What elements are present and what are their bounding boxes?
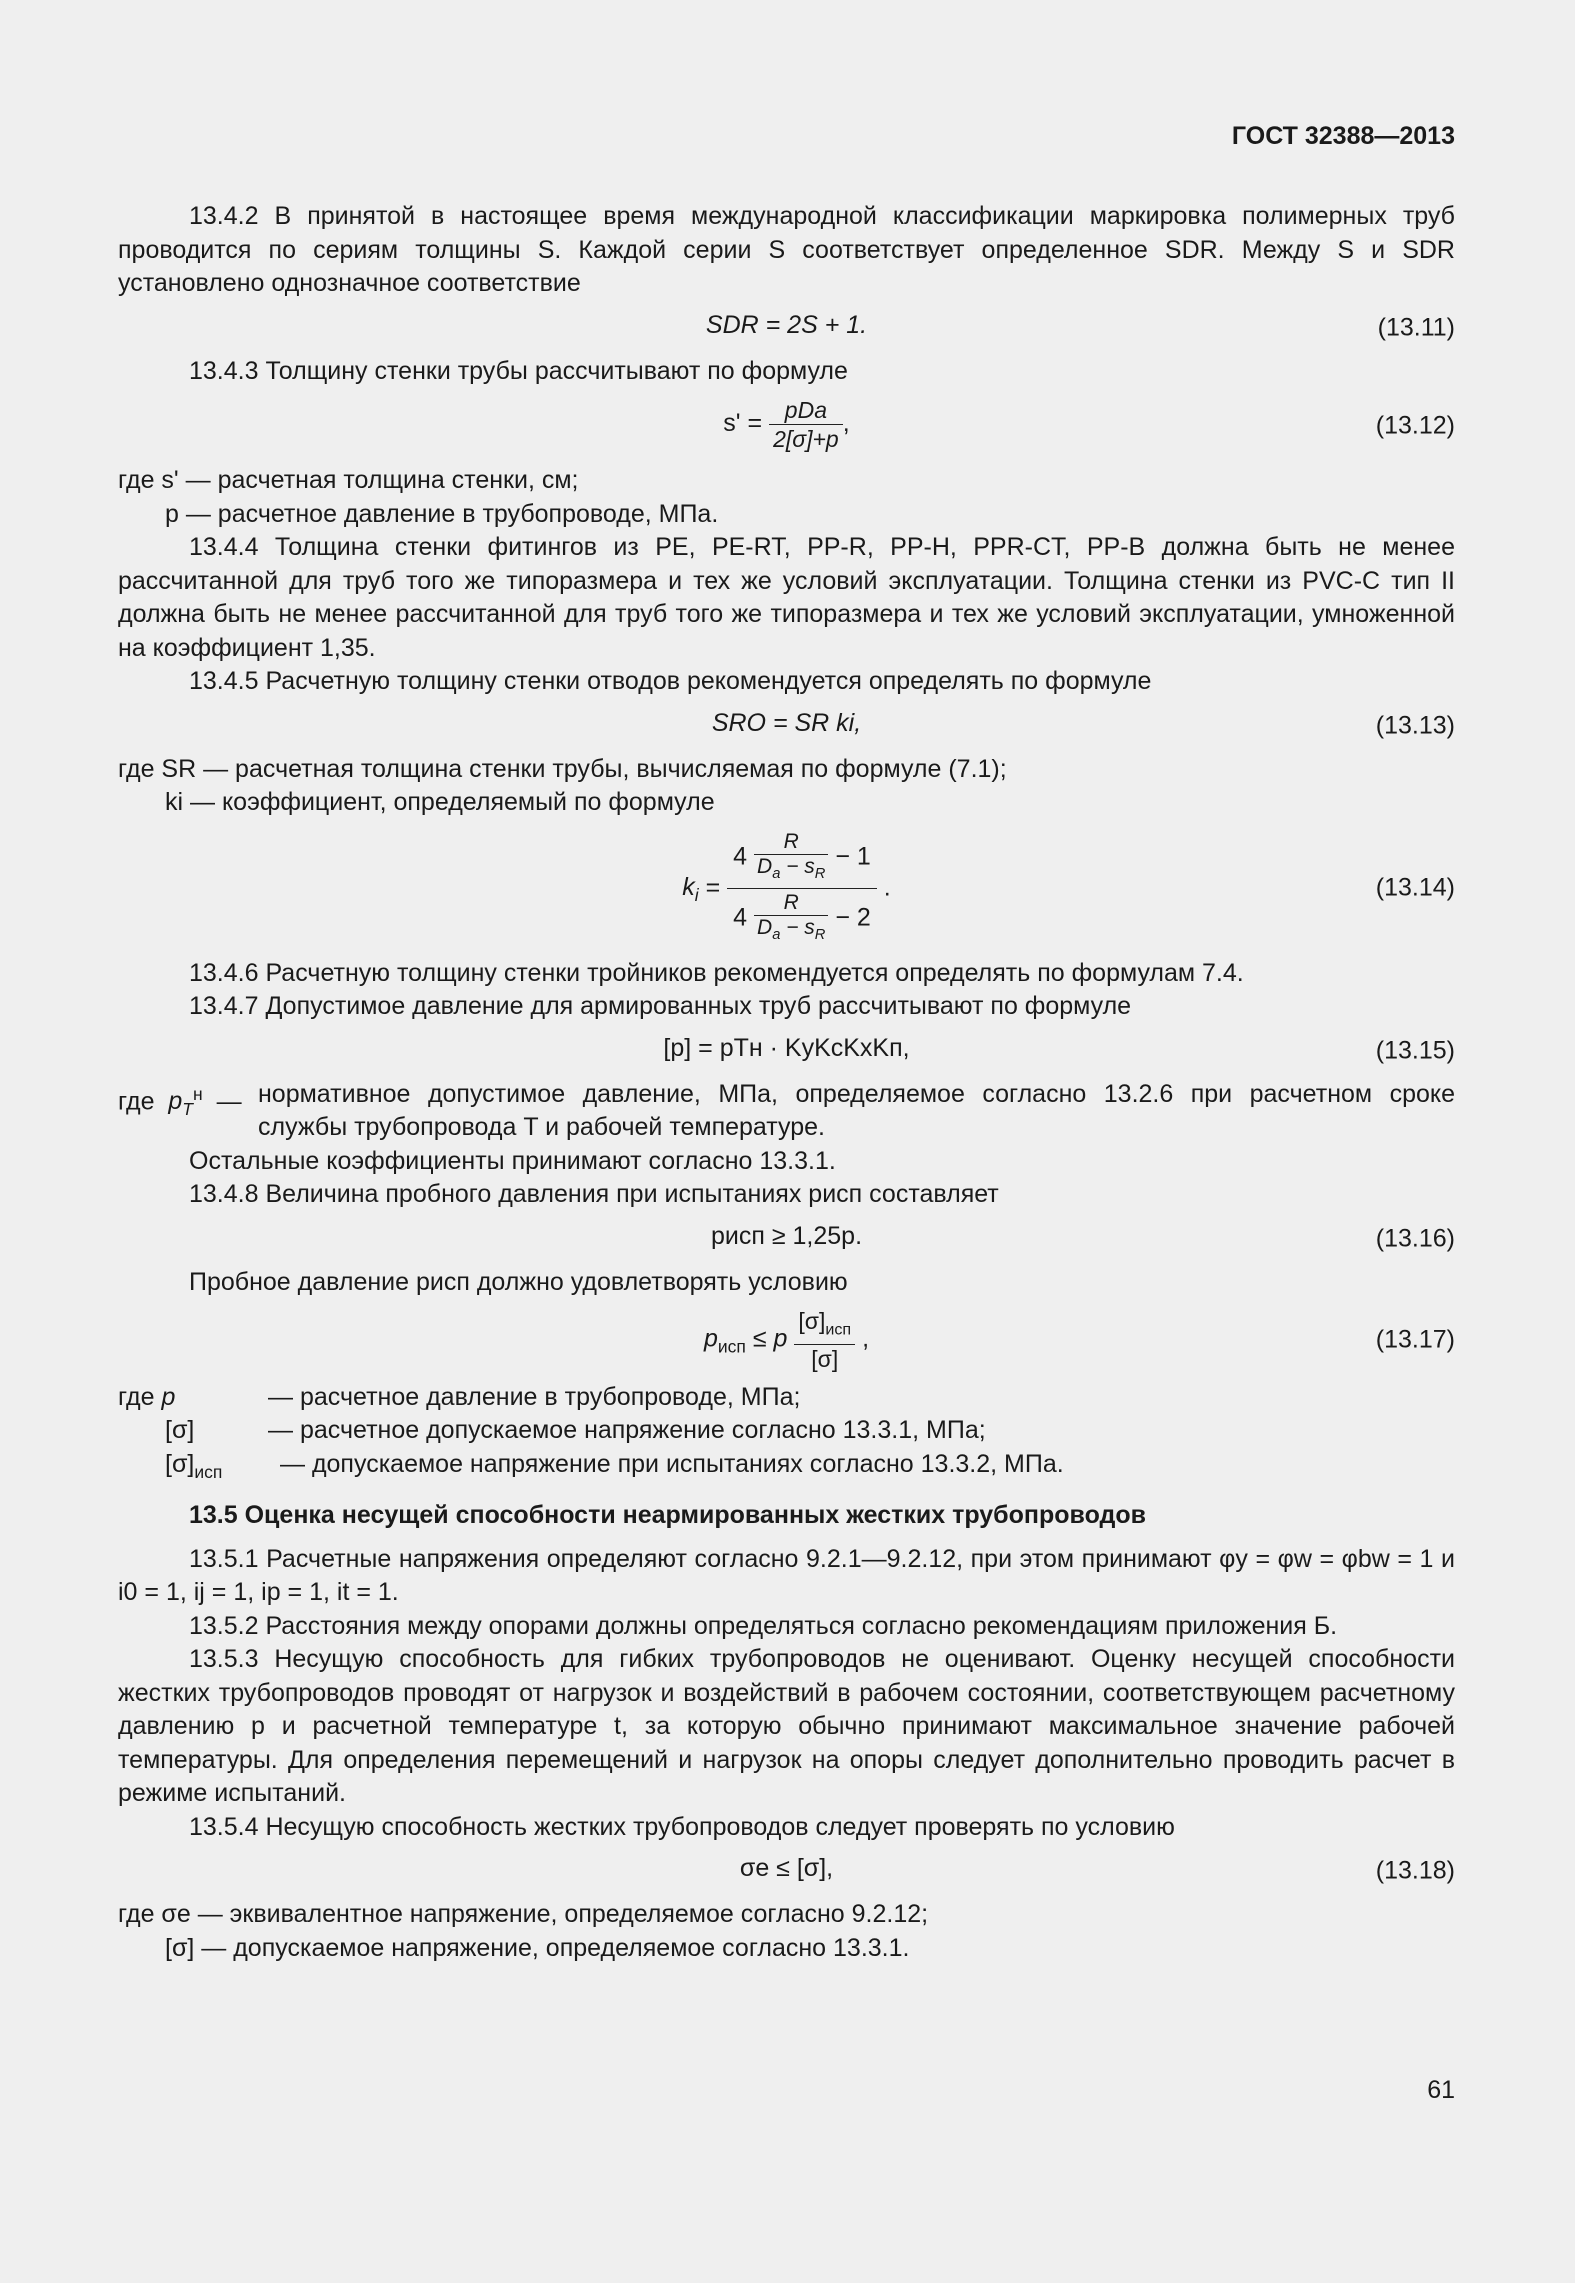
inner-fraction: $\frac{R}{D_a - s_R}$ bbox=[754, 830, 828, 886]
compound-numerator: 4 $\frac{R}{D_a - s_R}$ − 1 bbox=[727, 828, 877, 889]
paragraph-13-5-1: 13.5.1 Расчетные напряжения определяют согласно 9.2.1—9.2.12, при этом принимают φy = φw = φbw = 1 и i0 = 1, ij = 1, ip = 1, it = 1. bbox=[118, 1544, 1455, 1607]
ki-symbol: $k_i$ bbox=[682, 872, 699, 905]
equation-13-11 bbox=[118, 309, 1455, 347]
equation-number: (13.12) bbox=[1375, 411, 1455, 440]
definition-pt-text: нормативное допустимое давление, МПа, определяемое согласно 13.2.6 при расчетном сроке службы трубопровода T и рабочей температуре. bbox=[258, 1079, 1455, 1142]
inner-fraction: $\frac{R}{D_a - s_R}$ bbox=[754, 891, 828, 947]
equation-13-17: $p_{исп} \le p$ $\frac{[\sigma]_{исп}}{[\sigma]}$ , (13.17) bbox=[703, 1308, 1455, 1372]
equation-13-12 bbox=[118, 396, 1455, 456]
equation-13-18 bbox=[118, 1852, 1455, 1890]
document-code: ГОСТ 32388—2013 bbox=[1231, 122, 1455, 150]
paragraph-13-5-4: 13.5.4 Несущую способность жестких трубопроводов следует проверять по условию bbox=[189, 1812, 1175, 1841]
paragraph-13-4-7: 13.4.7 Допустимое давление для армированных труб рассчитывают по формуле bbox=[189, 992, 1132, 1021]
paragraph-13-4-6: 13.4.6 Расчетную толщину стенки тройников рекомендуется определять по формулам 7.4. bbox=[189, 958, 1244, 987]
fraction: $\frac{[\sigma]_{исп}}{[\sigma]}$ bbox=[794, 1307, 855, 1373]
definition-p: p — расчетное давление в трубопроводе, МПа. bbox=[165, 499, 719, 528]
paragraph-other-coeff: Остальные коэффициенты принимают согласно 13.3.1. bbox=[189, 1146, 836, 1175]
definitions-13-17: где p — расчетное давление в трубопроводе, МПа; [σ] — расчетное допускаемое напряжение согласно 13.3.1, МПа; $[\sigma]_{исп}$ — допускаемое напряжение при испытаниях согласно 13.3.2, МПа. bbox=[118, 1382, 1064, 1482]
paragraph-13-4-4: 13.4.4 Толщина стенки фитингов из PE, PE-RT, PP-R, PP-H, PPR-CT, PP-B должна быть не менее рассчитанной для труб того же типоразмера и тех же условий эксплуатации. Толщина стенки из PVC-C тип II должна быть не менее рассчитанной для труб того же типоразмера и тех же условий эксплуатации, умноженной на коэффициент 1,35. bbox=[118, 533, 1455, 662]
equation-13-13 bbox=[118, 707, 1455, 745]
definition-sr: где SR — расчетная толщина стенки трубы, вычисляемая по формуле (7.1); bbox=[118, 754, 1007, 783]
paragraph-13-4-2: 13.4.2 В принятой в настоящее время международной классификации маркировка полимерных труб проводится по сериям толщины S. Каждой серии S соответствует определенное SDR. Между S и SDR установлено однозначное соответствие bbox=[118, 202, 1455, 297]
definition-sigma: [σ] — допускаемое напряжение, определяемое согласно 13.3.1. bbox=[165, 1933, 910, 1962]
paragraph-13-4-3: 13.4.3 Толщину стенки трубы рассчитывают по формуле bbox=[189, 356, 848, 385]
paragraph-13-4-5: 13.4.5 Расчетную толщину стенки отводов рекомендуется определять по формуле bbox=[189, 667, 1152, 695]
equation-13-11-body: SDR = 2S + 1. bbox=[705, 310, 868, 339]
paragraph-test-pressure: Пробное давление pисп должно удовлетворять условию bbox=[189, 1267, 848, 1296]
equation-number: (13.16) bbox=[1375, 1224, 1455, 1253]
equation-number: (13.13) bbox=[1375, 710, 1455, 739]
paragraph-13-5-3: 13.5.3 Несущую способность для гибких трубопроводов не оценивают. Оценку несущей способности жестких трубопроводов проводят от нагрузок и воздействий в рабочем состоянии, соответствующем расчетному давлению p и расчетной температуре t, за которую обычно принимают максимальное значение рабочей температуры. Для определения перемещений и нагрузок на опоры следует дополнительно проводить расчет в режиме испытаний. bbox=[118, 1645, 1455, 1808]
equation-13-16-body: pисп ≥ 1,25p. bbox=[710, 1221, 863, 1250]
equation-number: (13.11) bbox=[1377, 312, 1455, 341]
page-number: 61 bbox=[1427, 2076, 1455, 2104]
definition-sigma-e: где σe — эквивалентное напряжение, определяемое согласно 9.2.12; bbox=[118, 1900, 929, 1929]
fraction bbox=[769, 396, 843, 453]
fraction-numerator: pDa bbox=[769, 396, 843, 425]
paragraph-13-5-2: 13.5.2 Расстояния между опорами должны определяться согласно рекомендациям приложения Б. bbox=[189, 1611, 1338, 1640]
equation-13-12-left: s' = bbox=[723, 409, 770, 438]
equation-13-15 bbox=[118, 1032, 1455, 1070]
definition-pt bbox=[118, 1078, 1455, 1145]
definition-pt-term: где $p_T^н$ — bbox=[118, 1083, 242, 1120]
equation-number: (13.15) bbox=[1375, 1036, 1455, 1065]
equation-13-18-body: σe ≤ [σ], bbox=[739, 1854, 834, 1883]
definition-ki: ki — коэффициент, определяемый по формуле bbox=[165, 788, 715, 816]
equation-number: (13.17) bbox=[1375, 1325, 1455, 1354]
equation-13-15-body: [p] = pTн · KуKсKхKп, bbox=[663, 1033, 910, 1062]
equation-13-14: $k_i$ = 4 $\frac{R}{D_a - s_R}$ − 1 4 $\frac{R}{D_a - s_R}$ − 2 . (13.14) bbox=[118, 828, 1455, 949]
definition-s: где s' — расчетная толщина стенки, см; bbox=[118, 466, 579, 494]
equation-13-16 bbox=[118, 1220, 1455, 1258]
compound-denominator: 4 $\frac{R}{D_a - s_R}$ − 2 bbox=[727, 889, 877, 949]
section-title-13-5: 13.5 Оценка несущей способности неармированных жестких трубопроводов bbox=[189, 1501, 1147, 1530]
equation-number: (13.14) bbox=[1375, 873, 1455, 902]
equation-13-13-body: SRO = SR ki, bbox=[711, 708, 862, 737]
equation-13-12-tail: , bbox=[842, 409, 850, 438]
compound-fraction bbox=[727, 828, 877, 949]
document-body bbox=[118, 200, 1455, 1965]
paragraph-13-4-8: 13.4.8 Величина пробного давления при испытаниях pисп составляет bbox=[189, 1180, 999, 1209]
equation-number: (13.18) bbox=[1375, 1856, 1455, 1885]
fraction-denominator: 2[σ]+p bbox=[773, 426, 839, 452]
